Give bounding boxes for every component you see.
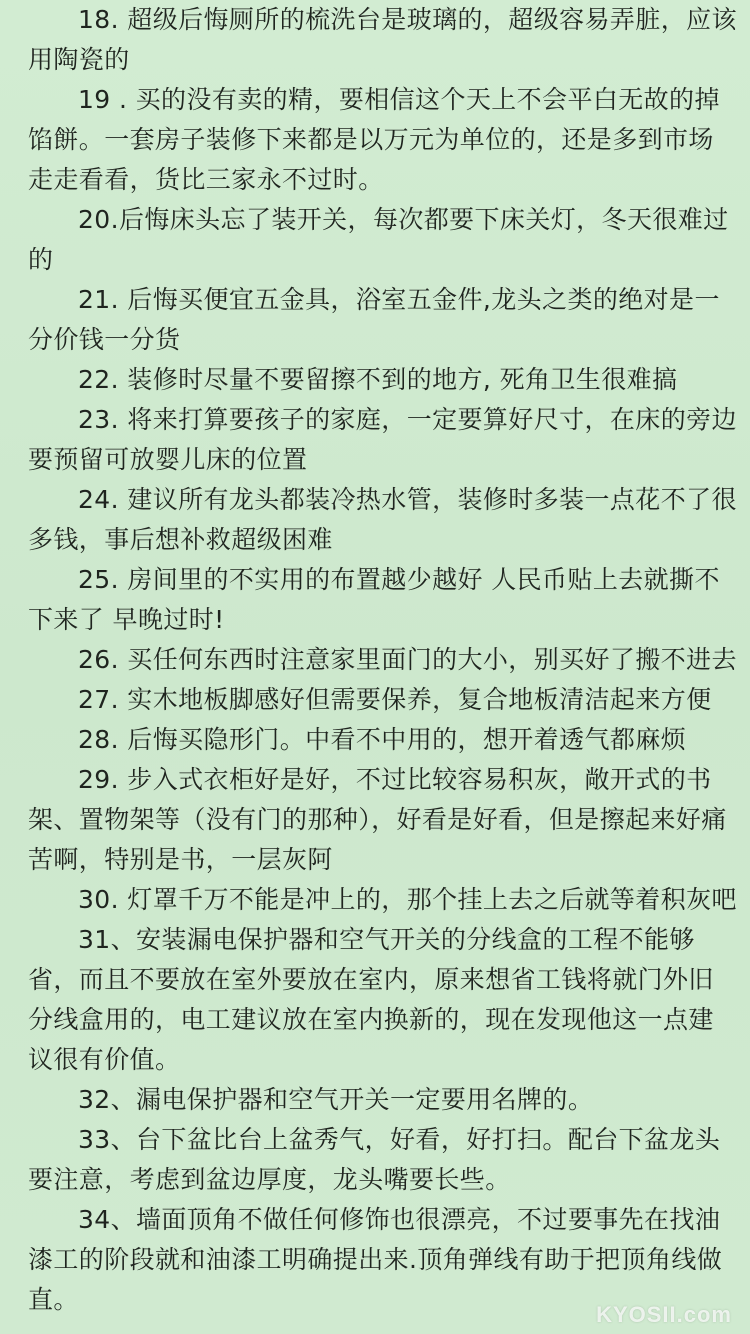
tip-18: 18. 超级后悔厕所的梳洗台是玻璃的，超级容易弄脏，应该用陶瓷的 [28, 5, 737, 74]
tip-25: 25. 房间里的不实用的布置越少越好 人民币贴上去就撕不下来了 早晚过时! [28, 565, 720, 634]
watermark-logo: KYOSII.com [596, 1302, 732, 1327]
tip-32: 32、漏电保护器和空气开关一定要用名牌的。 [78, 1085, 594, 1114]
tips-list [28, 0, 738, 1320]
tip-22: 22. 装修时尽量不要留擦不到的地方, 死角卫生很难搞 [78, 365, 678, 394]
tip-30: 30. 灯罩千万不能是冲上的，那个挂上去之后就等着积灰吧 [78, 885, 737, 914]
tip-23: 23. 将来打算要孩子的家庭，一定要算好尺寸，在床的旁边要预留可放婴儿床的位置 [28, 405, 737, 474]
tip-21: 21. 后悔买便宜五金具，浴室五金件,龙头之类的绝对是一分价钱一分货 [28, 285, 720, 354]
tip-29: 29. 步入式衣柜好是好，不过比较容易积灰，敞开式的书架、置物架等（没有门的那种），好看是好看，但是擦起来好痛苦啊，特别是书，一层灰阿 [28, 765, 727, 874]
tip-24: 24. 建议所有龙头都装冷热水管，装修时多装一点花不了很多钱，事后想补救超级困难 [28, 485, 737, 554]
tip-27: 27. 实木地板脚感好但需要保养，复合地板清洁起来方便 [78, 685, 712, 714]
tip-31: 31、安装漏电保护器和空气开关的分线盒的工程不能够省，而且不要放在室外要放在室内，原来想省工钱将就门外旧分线盒用的，电工建议放在室内换新的，现在发现他这一点建议很有价值。 [28, 925, 714, 1074]
tip-26: 26. 买任何东西时注意家里面门的大小，别买好了搬不进去 [78, 645, 737, 674]
tip-33: 33、台下盆比台上盆秀气，好看，好打扫。配台下盆龙头要注意，考虑到盆边厚度，龙头嘴要长些。 [28, 1125, 721, 1194]
tip-19: 19 . 买的没有卖的精，要相信这个天上不会平白无故的掉馅餅。一套房子装修下来都是以万元为单位的，还是多到市场走走看看，货比三家永不过时。 [28, 85, 720, 194]
tip-20: 20.后悔床头忘了装开关，每次都要下床关灯，冬天很难过的 [28, 205, 729, 274]
tip-34: 34、墙面顶角不做任何修饰也很漂亮，不过要事先在找油漆工的阶段就和油漆工明确提出来.顶角弹线有助于把顶角线做直。 [28, 1205, 723, 1314]
tip-28: 28. 后悔买隐形门。中看不中用的，想开着透气都麻烦 [78, 725, 687, 754]
